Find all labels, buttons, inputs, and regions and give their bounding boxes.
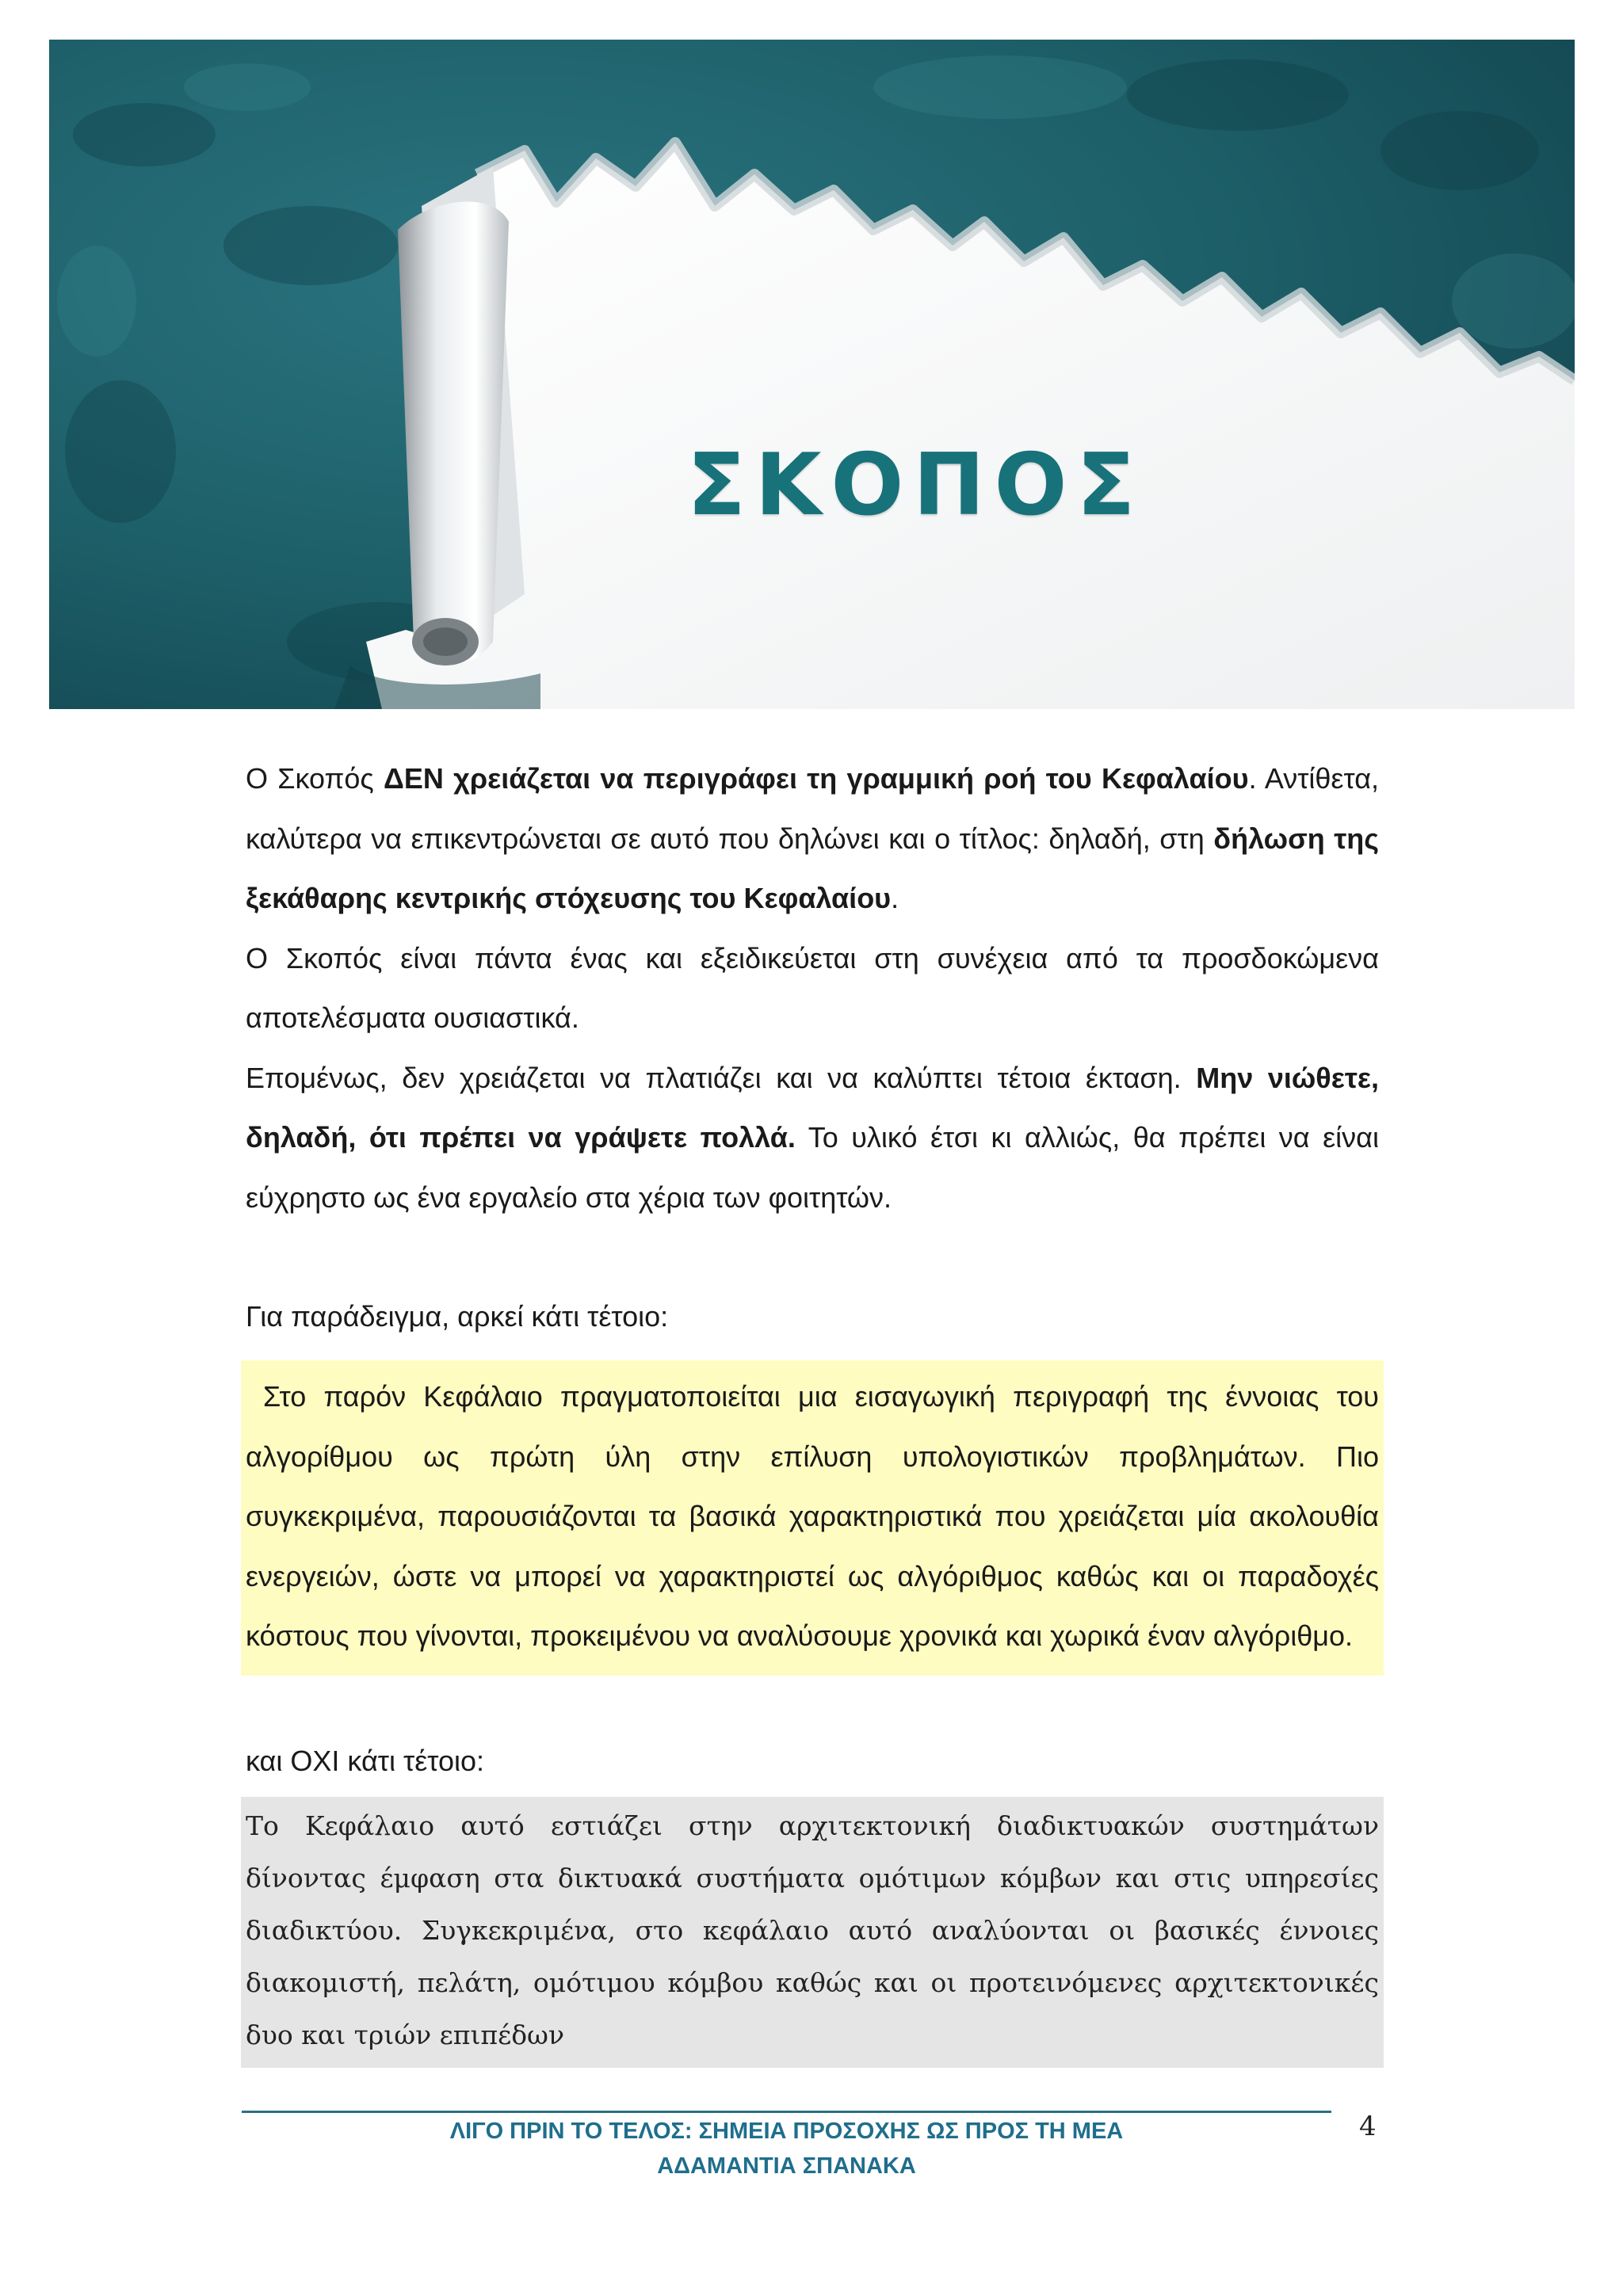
footer-divider <box>242 2111 1331 2113</box>
paragraph-scope-single: Ο Σκοπός είναι πάντα ένας και εξειδικεύεται στη συνέχεια από τα προσδοκώμενα αποτελέσματα ουσιαστικά. <box>246 941 1379 1034</box>
page-number: 4 <box>1359 2111 1377 2142</box>
footer-author: ΑΔΑΜΑΝΤΙΑ ΣΠΑΝΑΚΑ <box>657 2153 916 2179</box>
good-example-intro: Για παράδειγμα, αρκεί κάτι τέτοιο: <box>246 1300 669 1333</box>
torn-paper-illustration <box>49 40 1575 709</box>
bad-example-box <box>241 1797 1384 2068</box>
good-example-text: Στο παρόν Κεφάλαιο πραγματοποιείται μια εισαγωγική περιγραφή της έννοιας του αλγορίθμου ως πρώτη ύλη στην επίλυση υπολογιστικών προβλημάτων. Πιο συγκεκριμένα, παρουσιάζονται τα βασικά χαρακτηριστικά που χρειάζεται μία ακολουθία ενεργειών, ώστε να μπορεί να χαρακτηριστεί ως αλγόριθμος καθώς και οι παραδοχές κόστους που γίνονται, προκειμένου να αναλύσουμε χρονικά και χωρικά έναν αλγόριθμο. <box>246 1380 1379 1652</box>
document-body <box>246 749 1379 2068</box>
paragraph-scope-length: Επομένως, δεν χρειάζεται να πλατιάζει και να καλύπτει τέτοια έκταση. Μην νιώθετε, δηλαδή, ότι πρέπει να γράψετε πολλά. Το υλικό έτσι κι αλλιώς, θα πρέπει να είναι εύχρηστο ως ένα εργαλείο στα χέρια των φοιτητών. <box>246 1061 1379 1214</box>
banner-image <box>49 40 1575 709</box>
paragraph-scope-definition: Ο Σκοπός ΔΕΝ χρειάζεται να περιγράφει τη γραμμική ροή του Κεφαλαίου. Αντίθετα, καλύτερα να επικεντρώνεται σε αυτό που δηλώνει και ο τίτλος: δηλαδή, στη δήλωση της ξεκάθαρης κεντρικής στόχευσης του Κεφαλαίου. <box>246 762 1380 914</box>
banner-title: ΣΚΟΠΟΣ <box>687 436 1145 535</box>
good-example-box <box>241 1360 1384 1676</box>
bad-example-text: Το Κεφάλαιο αυτό εστιάζει στην αρχιτεκτονική διαδικτυακών συστημάτων δίνοντας έμφαση στα δικτυακά συστήματα ομότιμων κόμβων και στις υπηρεσίες διαδικτύου. Συγκεκριμένα, στο κεφάλαιο αυτό αναλύονται οι βασικές έννοιες διακομιστή, πελάτη, ομότιμου κόμβου καθώς και οι προτεινόμενες αρχιτεκτονικές δυο και τριών επιπέδων <box>246 1810 1379 2050</box>
footer-title: ΛΙΓΟ ΠΡΙΝ ΤΟ ΤΕΛΟΣ: ΣΗΜΕΙΑ ΠΡΟΣΟΧΗΣ ΩΣ ΠΡΟΣ ΤΗ ΜΕΑ <box>449 2119 1124 2144</box>
bad-example-intro: και ΟΧΙ κάτι τέτοιο: <box>246 1744 485 1777</box>
page-footer <box>242 2114 1331 2183</box>
